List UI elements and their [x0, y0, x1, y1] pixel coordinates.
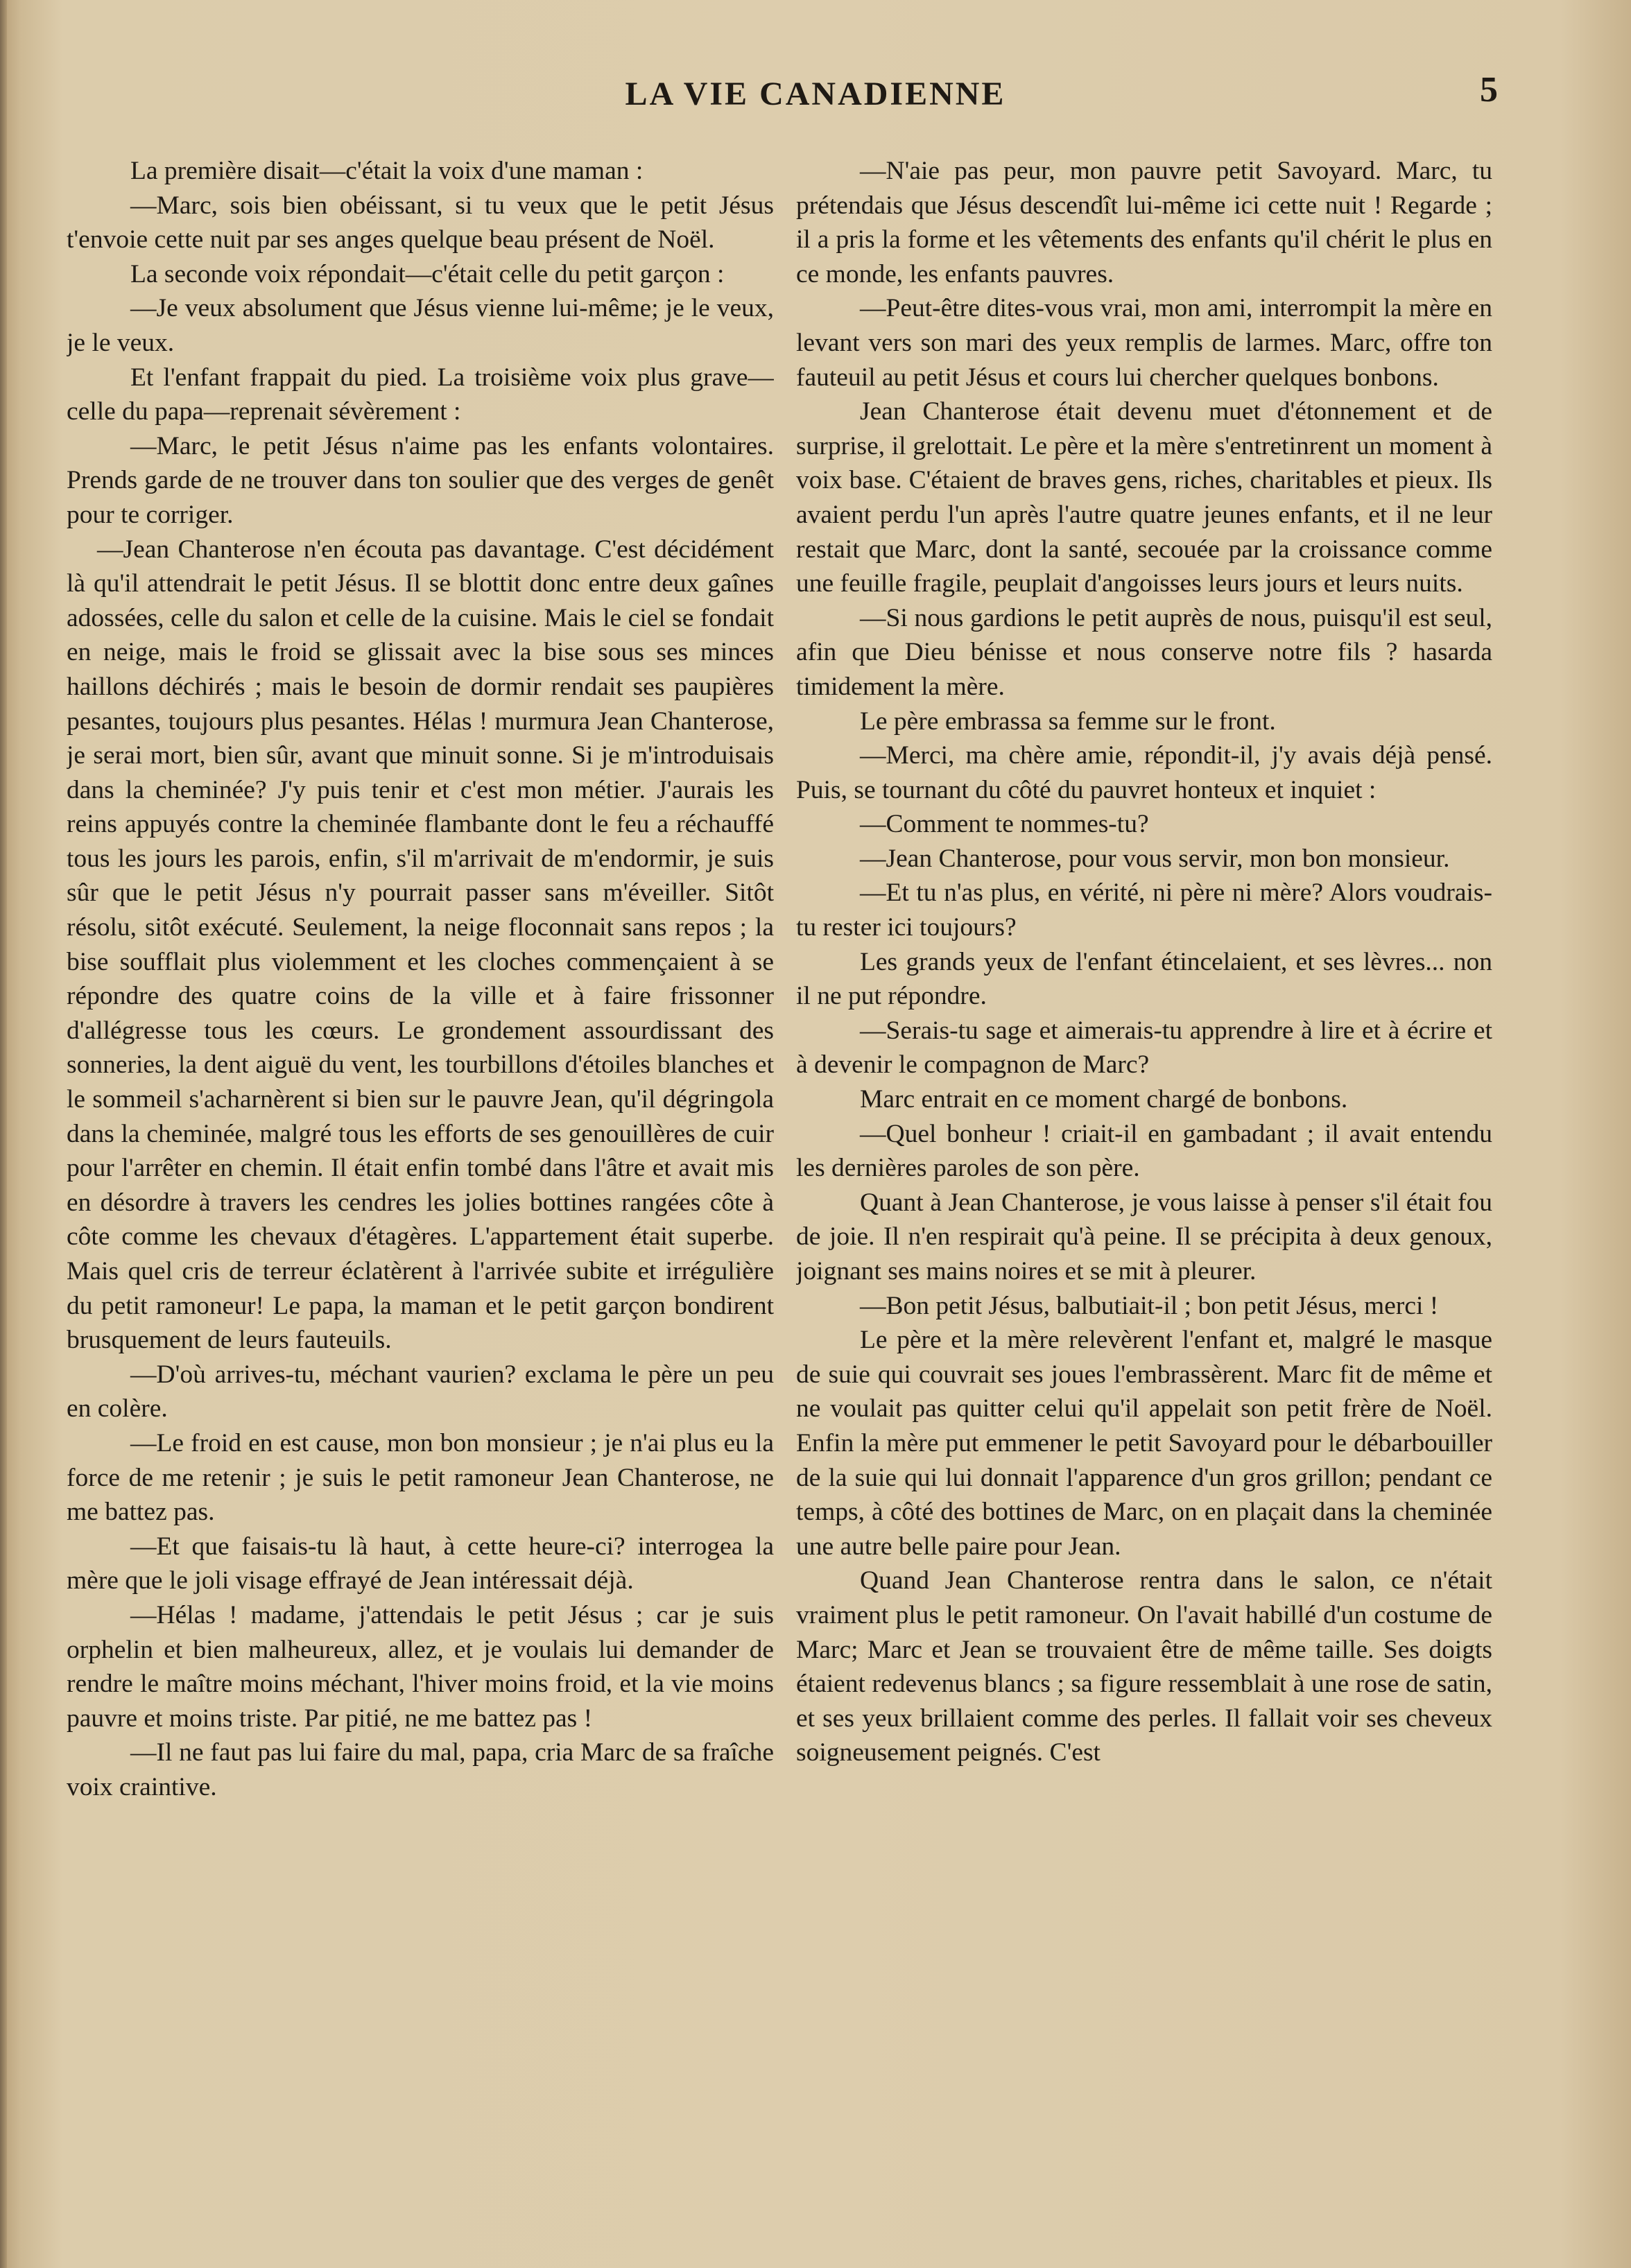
paragraph: —N'aie pas peur, mon pauvre petit Savoyard. Marc, tu prétendais que Jésus descendît lui-même ici cette nuit ! Regarde ; il a pris la forme et les vêtements des enfants qu'il chérit le plus en ce monde, les enfants pauvres. [796, 157, 1492, 288]
paragraph: —Le froid en est cause, mon bon monsieur ; je n'ai plus eu la force de me retenir ; je suis le petit ramoneur Jean Chanterose, ne me battez pas. [67, 1428, 774, 1527]
left-column [67, 154, 774, 2185]
paragraph: —Peut-être dites-vous vrai, mon ami, interrompit la mère en levant vers son mari des yeux remplis de larmes. Marc, offre ton fauteuil au petit Jésus et cours lui chercher quelques bonbons. [796, 294, 1492, 392]
running-title: LA VIE CANADIENNE [625, 76, 1006, 112]
paragraph: La seconde voix répondait—c'était celle du petit garçon : [130, 259, 725, 288]
paragraph: —Il ne faut pas lui faire du mal, papa, cria Marc de sa fraîche voix craintive. [67, 1738, 774, 1801]
paragraph: —Serais-tu sage et aimerais-tu apprendre à lire et à écrire et à devenir le compagnon de Marc? [796, 1016, 1492, 1080]
paragraph: —Si nous gardions le petit auprès de nous, puisqu'il est seul, afin que Dieu bénisse et nous conserve notre fils ? hasarda timidement la mère. [796, 603, 1492, 701]
page-number: 5 [1480, 70, 1498, 110]
page-header [0, 69, 1631, 125]
paragraph: —Marc, sois bien obéissant, si tu veux que le petit Jésus t'envoie cette nuit par ses anges quelque beau présent de Noël. [67, 191, 774, 254]
paragraph: —Jean Chanterose n'en écouta pas davantage. C'est décidément là qu'il attendrait le petit Jésus. Il se blottit donc entre deux gaînes adossées, celle du salon et celle de la cuisine. Mais le ciel se fondait en neige, mais le froid se glissait avec la bise sous ses minces haillons déchirés ; mais le besoin de dormir rendait ses paupières pesantes, toujours plus pesantes. Hélas ! murmura Jean Chanterose, je serai mort, bien sûr, avant que minuit sonne. Si je m'introduisais dans la cheminée? J'y puis tenir et c'est mon métier. J'aurais les reins appuyés contre la cheminée flambante dont le feu a réchauffé tous les jours les parois, enfin, s'il m'arrivait de m'endormir, je suis sûr que le petit Jésus n'y pourrait passer sans m'éveiller. Sitôt résolu, sitôt exécuté. Seulement, la neige floconnait sans repos ; la bise soufflait plus violemment et les cloches commençaient à se répondre des quatre coins de la ville et à faire frissonner d'allégresse tous les cœurs. Le grondement assourdissant des sonneries, la dent aiguë du vent, les tourbillons d'étoiles blanches et le sommeil s'acharnèrent si bien sur le pauvre Jean, qu'il dégringola dans la cheminée, malgré tous les efforts de ses genouillères de cuir pour l'arrêter en chemin. Il était enfin tombé dans l'âtre et avait mis en désordre à travers les cendres les jolies bottines rangées côte à côte comme les chevaux d'étagères. L'appartement était superbe. Mais quel cris de terreur éclatèrent à l'arrivée subite et irrégulière du petit ramoneur! Le papa, la maman et le petit garçon bondirent brusquement de leurs fauteuils. [67, 535, 774, 1355]
paragraph: —Et que faisais-tu là haut, à cette heure-ci? interrogea la mère que le joli visage effrayé de Jean intéressait déjà. [67, 1532, 774, 1595]
paragraph: La première disait—c'était la voix d'une maman : [130, 157, 644, 185]
paragraph: Le père embrassa sa femme sur le front. [860, 707, 1276, 736]
paragraph: Marc entrait en ce moment chargé de bonbons. [860, 1085, 1348, 1114]
paragraph: —Et tu n'as plus, en vérité, ni père ni mère? Alors voudrais-tu rester ici toujours? [796, 878, 1492, 942]
paragraph: Le père et la mère relevèrent l'enfant et, malgré le masque de suie qui couvrait ses joues l'embrassèrent. Marc fit de même et ne voulait pas quitter celui qu'il appelait son petit frère de Noël. Enfin la mère put emmener le petit Savoyard pour le débarbouiller de la suie qui lui donnait l'apparence d'un gros grillon; pendant ce temps, à côté des bottines de Marc, on en plaçait dans la cheminée une autre belle paire pour Jean. [796, 1326, 1492, 1561]
paragraph: Jean Chanterose était devenu muet d'étonnement et de surprise, il grelottait. Le père et la mère s'entretinrent un moment à voix base. C'étaient de braves gens, riches, charitables et pieux. Ils avaient perdu l'un après l'autre quatre jeunes enfants, et il ne leur restait que Marc, dont la santé, secouée par la croissance comme une feuille fragile, peuplait d'angoisses leurs jours et leurs nuits. [796, 397, 1492, 598]
right-column [796, 154, 1492, 2185]
paragraph: Les grands yeux de l'enfant étincelaient, et ses lèvres... non il ne put répondre. [796, 947, 1492, 1011]
paragraph: —Hélas ! madame, j'attendais le petit Jésus ; car je suis orphelin et bien malheureux, allez, et je voulais lui demander de rendre le maître moins méchant, l'hiver moins froid, et la vie moins pauvre et moins triste. Par pitié, ne me battez pas ! [67, 1600, 774, 1733]
paragraph: —Je veux absolument que Jésus vienne lui-même; je le veux, je le veux. [67, 294, 774, 357]
paragraph: —Quel bonheur ! criait-il en gambadant ; il avait entendu les dernières paroles de son père. [796, 1119, 1492, 1183]
paragraph: —D'où arrives-tu, méchant vaurien? exclama le père un peu en colère. [67, 1360, 774, 1423]
paragraph: —Merci, ma chère amie, répondit-il, j'y avais déjà pensé. Puis, se tournant du côté du pauvret honteux et inquiet : [796, 741, 1492, 804]
paragraph: Quand Jean Chanterose rentra dans le salon, ce n'était vraiment plus le petit ramoneur. On l'avait habillé d'un costume de Marc; Marc et Jean se trouvaient être de même taille. Ses doigts étaient redevenus blancs ; sa figure ressemblait à une rose de satin, et ses yeux brillaient comme des perles. Il fallait voir ses cheveux soigneusement peignés. C'est [796, 1566, 1492, 1767]
page-binding-edge [0, 0, 7, 2268]
paragraph: —Comment te nommes-tu? [860, 810, 1149, 839]
paragraph: Et l'enfant frappait du pied. La troisième voix plus grave—celle du papa—reprenait sévèrement : [67, 363, 774, 426]
paragraph: —Bon petit Jésus, balbutiait-il ; bon petit Jésus, merci ! [860, 1291, 1439, 1320]
paragraph: —Jean Chanterose, pour vous servir, mon bon monsieur. [860, 844, 1450, 873]
paragraph: —Marc, le petit Jésus n'aime pas les enfants volontaires. Prends garde de ne trouver dans ton soulier que des verges de genêt pour te corriger. [67, 431, 774, 529]
paragraph: Quant à Jean Chanterose, je vous laisse à penser s'il était fou de joie. Il n'en respirait qu'à peine. Il se précipita à deux genoux, joignant ses mains noires et se mit à pleurer. [796, 1188, 1492, 1286]
